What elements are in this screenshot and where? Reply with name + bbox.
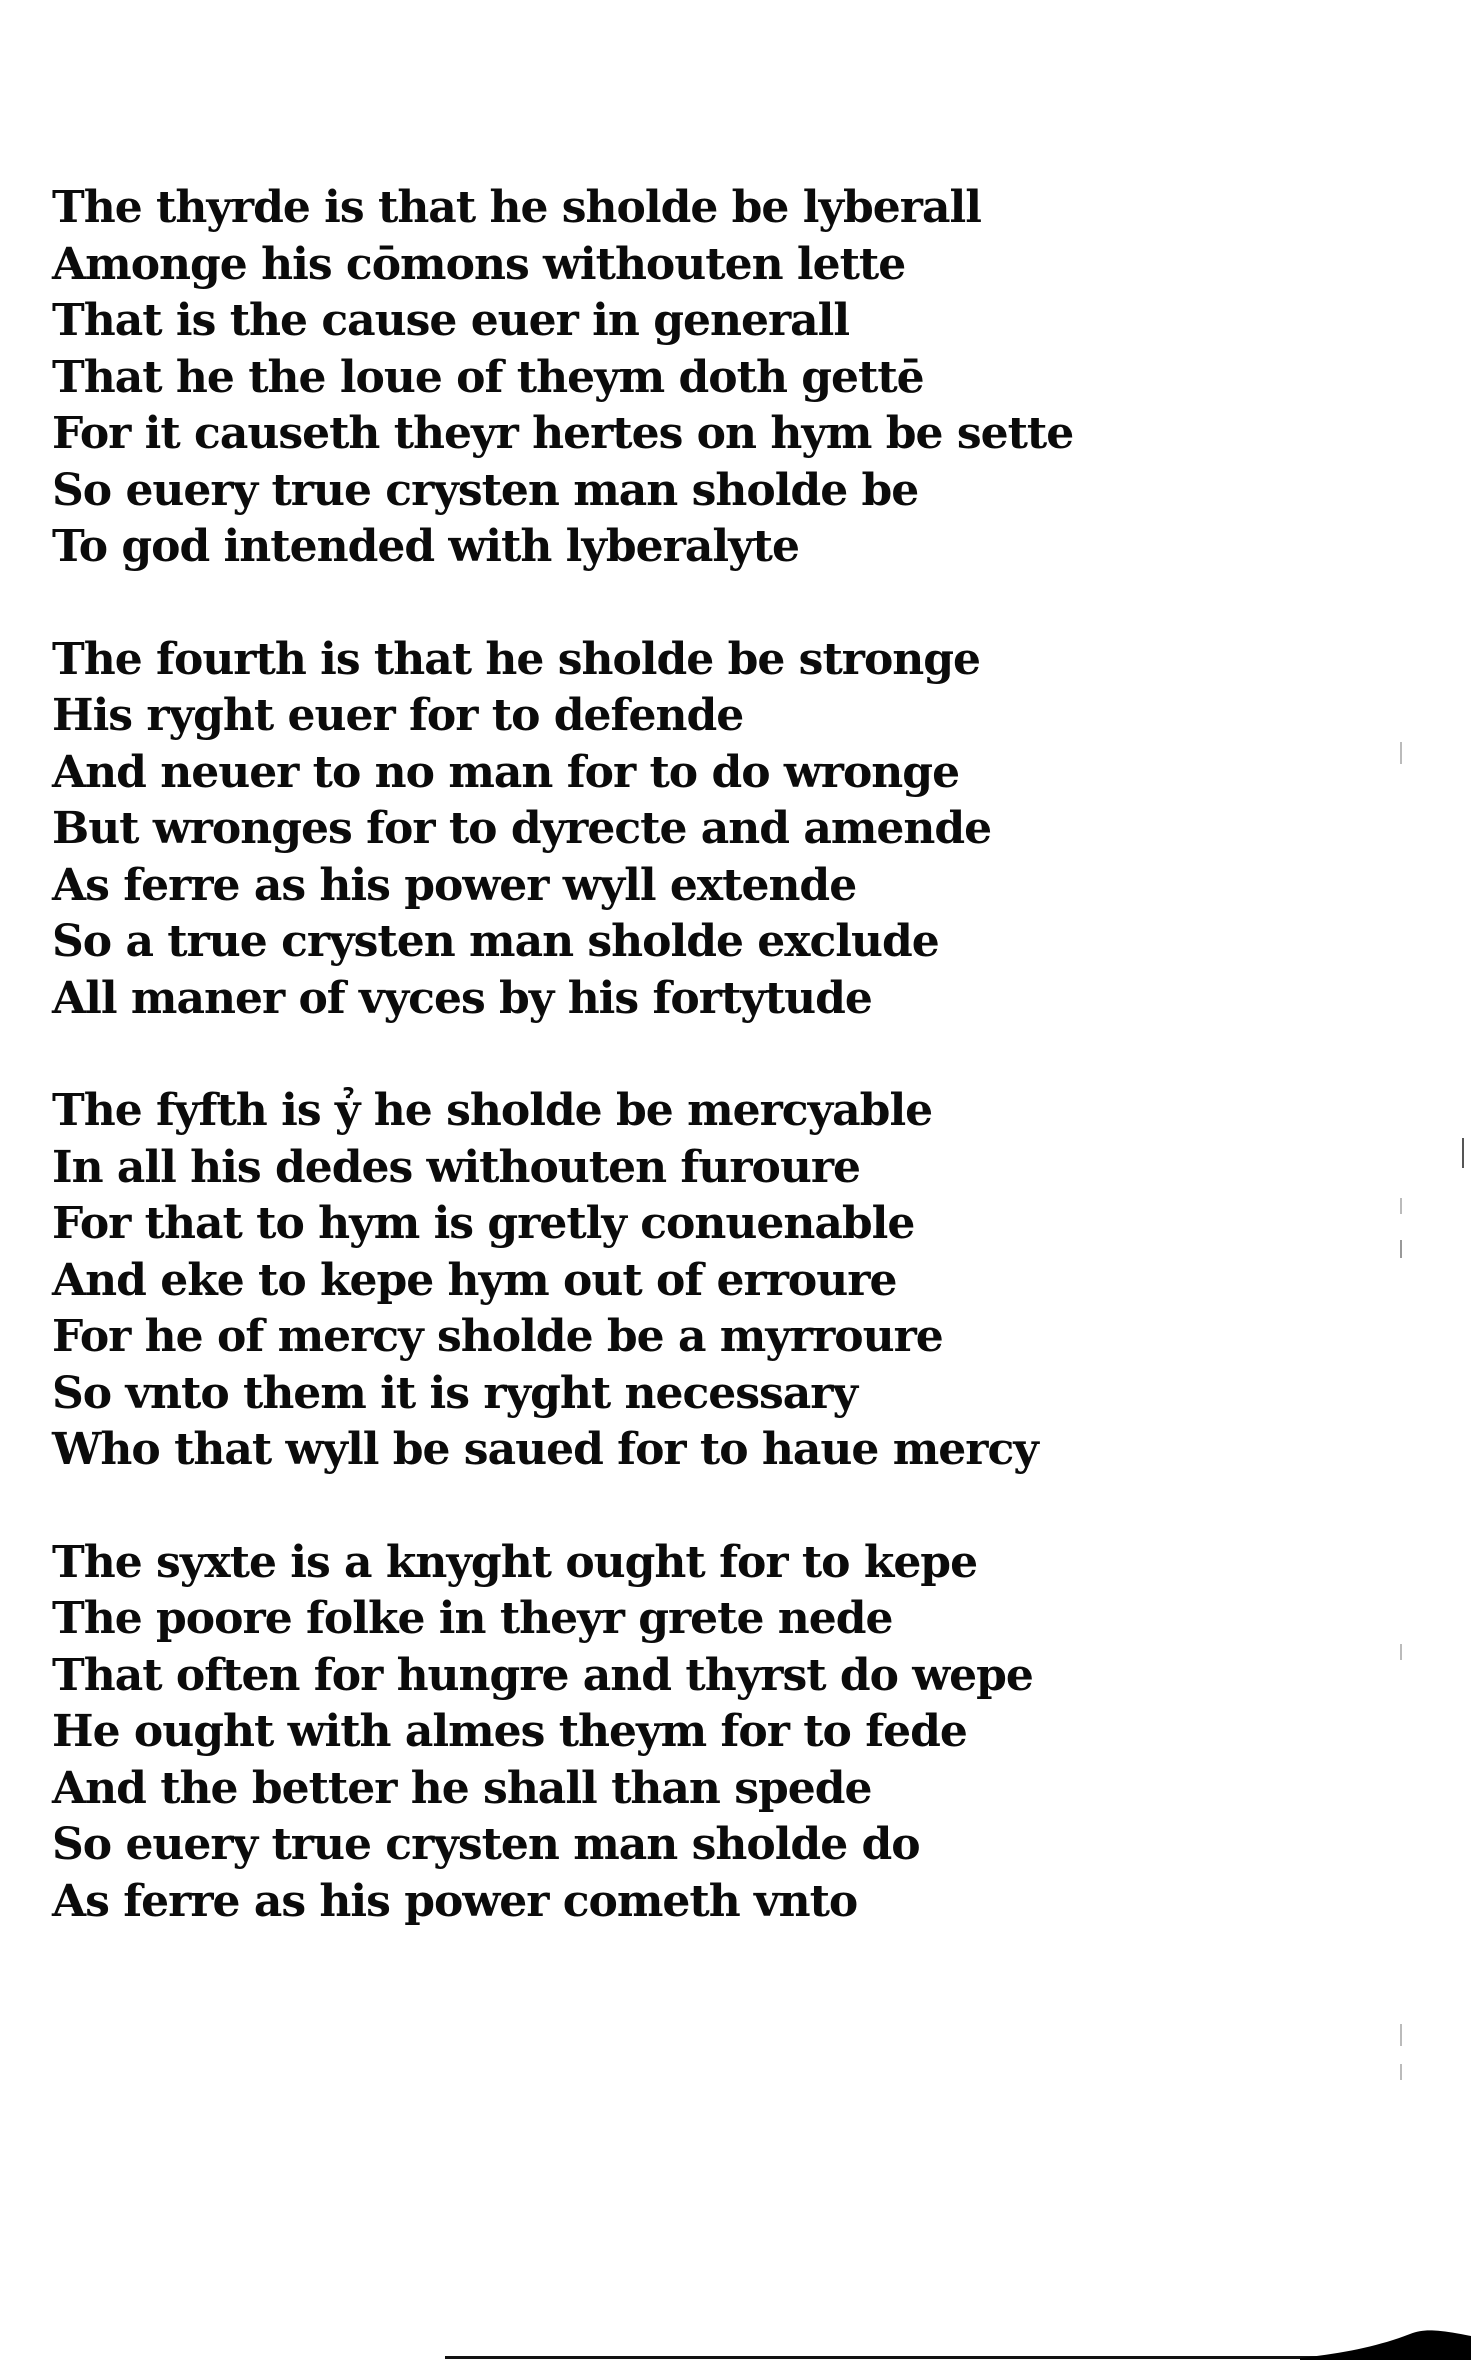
verse-line: As ferre as his power cometh vnto — [52, 1875, 858, 1927]
verse-line: That often for hungre and thyrst do wepe — [52, 1649, 1033, 1701]
scan-mark — [1400, 1644, 1402, 1660]
verse-line: That is the cause euer in generall — [52, 295, 850, 346]
stanza-strength — [52, 632, 1032, 1028]
verse-line: So vnto them it is ryght necessary — [52, 1367, 858, 1419]
scan-mark — [1400, 742, 1402, 764]
scan-mark — [1400, 1198, 1402, 1214]
page-edge-shadow-shape — [1300, 2320, 1471, 2360]
scan-mark — [1400, 2024, 1402, 2046]
scan-mark — [1400, 2064, 1402, 2080]
verse-line: For that to hym is gretly conuenable — [52, 1198, 915, 1249]
verse-line: The fourth is that he sholde be stronge — [52, 633, 981, 685]
verse-line: As ferre as his power wyll extende — [52, 859, 857, 911]
verse-line: But wronges for to dyrecte and amende — [52, 803, 992, 854]
verse-line: For he of mercy sholde be a myrroure — [52, 1311, 943, 1362]
stanza-almsgiving — [52, 1535, 1032, 1931]
page-edge-shadow — [1300, 2320, 1471, 2360]
verse-line: The fyfth is ỷ he sholde be mercyable — [52, 1085, 933, 1136]
verse-line: The syxte is a knyght ought for to kepe — [52, 1536, 978, 1588]
verse-line: That he the loue of theym doth gettē — [52, 351, 924, 403]
verse-line: And the better he shall than spede — [52, 1762, 872, 1814]
verse-line: And eke to kepe hym out of erroure — [52, 1254, 897, 1306]
verse-line: So euery true crysten man sholde do — [52, 1819, 920, 1870]
poem-text — [52, 180, 1074, 1986]
verse-line: So a true crysten man sholde exclude — [52, 916, 939, 967]
verse-line: All maner of vyces by his fortytude — [52, 972, 872, 1024]
stanza-liberality — [52, 180, 1074, 576]
verse-line: So euery true crysten man sholde be — [52, 464, 919, 516]
scan-mark — [1462, 1138, 1464, 1168]
verse-line: His ryght euer for to defende — [52, 690, 744, 741]
stanza-mercy — [52, 1083, 1038, 1479]
verse-line: The poore folke in theyr grete nede — [52, 1593, 893, 1644]
verse-line: Amonge his cōmons withouten lette — [52, 238, 906, 290]
verse-line: To god intended with lyberalyte — [52, 521, 799, 572]
verse-line: He ought with almes theym for to fede — [52, 1706, 967, 1757]
verse-line: For it causeth theyr hertes on hym be sette — [52, 408, 1074, 459]
verse-line: In all his dedes withouten furoure — [52, 1141, 861, 1193]
scan-mark — [1400, 1240, 1402, 1258]
verse-line: And neuer to no man for to do wronge — [52, 746, 960, 798]
verse-line: The thyrde is that he sholde be lyberall — [52, 182, 981, 233]
verse-line: Who that wyll be saued for to haue mercy — [52, 1424, 1038, 1475]
